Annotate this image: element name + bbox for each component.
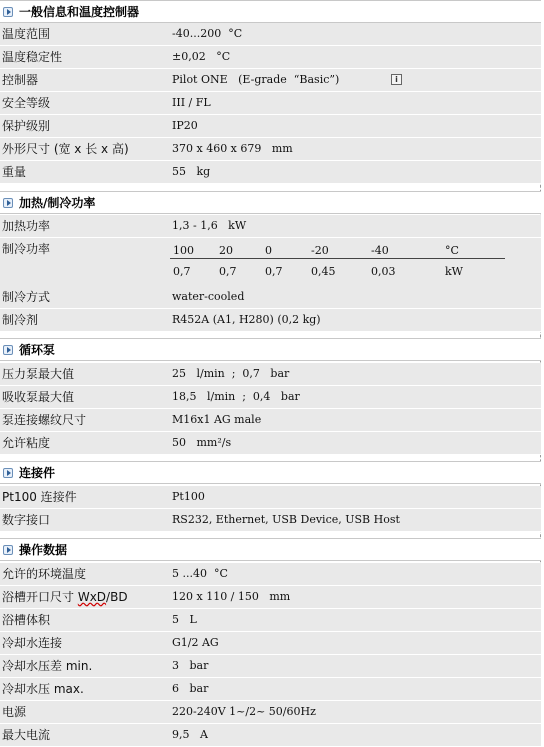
spec-value: Pt100 <box>172 490 205 503</box>
spec-value: 9,5 A <box>172 728 208 741</box>
spec-value: water-cooled <box>172 290 245 303</box>
spec-value: 18,5 l/min ; 0,4 bar <box>172 390 300 403</box>
spec-value: R452A (A1, H280) (0,2 kg) <box>172 313 321 326</box>
spec-value: 25 l/min ; 0,7 bar <box>172 367 290 380</box>
spec-label: 冷却水压差 min. <box>2 659 93 673</box>
section-title: 连接件 <box>19 466 56 480</box>
spec-label: 制冷剂 <box>2 313 39 327</box>
spec-row <box>0 46 541 69</box>
spec-value: 5 L <box>172 613 197 626</box>
spec-row <box>0 215 541 238</box>
spec-label: 制冷功率 <box>2 242 51 256</box>
cooling-power-cell: 0,03 <box>371 265 396 278</box>
spec-row <box>0 363 541 386</box>
spec-row <box>0 632 541 655</box>
spec-label: 电源 <box>2 705 27 719</box>
spec-value: 120 x 110 / 150 mm <box>172 590 291 603</box>
spec-label: 吸收泵最大值 <box>2 390 75 404</box>
spec-value: 5 ...40 °C <box>172 567 228 580</box>
cooling-power-cell: 0,7 <box>173 265 191 278</box>
spec-label: 允许的环境温度 <box>2 567 87 581</box>
spec-row <box>0 609 541 632</box>
spec-value: IP20 <box>172 119 198 132</box>
spec-value: III / FL <box>172 96 211 109</box>
spec-label: 数字接口 <box>2 513 51 527</box>
spec-row <box>0 138 541 161</box>
section-header-connections[interactable] <box>0 461 541 484</box>
spec-label: 保护级别 <box>2 119 51 133</box>
cooling-temp-cell: 100 <box>173 244 194 257</box>
spec-row <box>0 23 541 46</box>
section-header-operating-data[interactable] <box>0 538 541 561</box>
spec-row <box>0 161 541 184</box>
spec-label: 温度稳定性 <box>2 50 63 64</box>
spec-row <box>0 724 541 747</box>
spec-label: 冷却水连接 <box>2 636 63 650</box>
spec-value: ±0,02 °C <box>172 50 231 63</box>
cooling-power-cell: 0,7 <box>219 265 237 278</box>
spec-row <box>0 386 541 409</box>
spec-label: 加热功率 <box>2 219 51 233</box>
spec-label: 最大电流 <box>2 728 51 742</box>
spec-value: 1,3 - 1,6 kW <box>172 219 247 232</box>
expand-arrow-icon[interactable] <box>3 468 13 478</box>
spec-value: 50 mm²/s <box>172 436 232 449</box>
cooling-temp-cell: 0 <box>265 244 272 257</box>
spec-value: 6 bar <box>172 682 209 695</box>
info-icon[interactable]: i <box>391 74 402 85</box>
spec-label: 控制器 <box>2 73 39 87</box>
spec-row <box>0 486 541 509</box>
spec-row <box>0 655 541 678</box>
cooling-temp-cell: -40 <box>371 244 389 257</box>
spec-label: 外形尺寸 (宽 x 长 x 高) <box>2 142 129 156</box>
spec-row <box>0 309 541 332</box>
spec-row <box>0 115 541 138</box>
spec-value: M16x1 AG male <box>172 413 262 426</box>
spec-label: 泵连接螺纹尺寸 <box>2 413 87 427</box>
expand-arrow-icon[interactable] <box>3 7 13 17</box>
spec-row <box>0 586 541 609</box>
spec-row <box>0 563 541 586</box>
spec-label: 浴槽体积 <box>2 613 51 627</box>
spec-label: 重量 <box>2 165 27 179</box>
spec-row <box>0 409 541 432</box>
spec-row <box>0 432 541 455</box>
spec-label: 温度范围 <box>2 27 51 41</box>
spec-value: -40...200 °C <box>172 27 243 40</box>
cooling-temp-cell: 20 <box>219 244 233 257</box>
section-title: 操作数据 <box>19 543 68 557</box>
spec-value: RS232, Ethernet, USB Device, USB Host <box>172 513 400 526</box>
spec-label-tail: /BD <box>106 590 128 604</box>
spec-value: 370 x 460 x 679 mm <box>172 142 293 155</box>
cooling-unit-cell: kW <box>445 265 463 278</box>
spec-value: G1/2 AG <box>172 636 219 649</box>
spec-label: 制冷方式 <box>2 290 51 304</box>
expand-arrow-icon[interactable] <box>3 345 13 355</box>
spec-label: 冷却水压 max. <box>2 682 84 696</box>
expand-arrow-icon[interactable] <box>3 198 13 208</box>
cooling-power-cell: 0,45 <box>311 265 336 278</box>
section-header-general[interactable] <box>0 0 541 23</box>
spec-row <box>0 509 541 532</box>
spelling-flag[interactable]: WxD <box>77 590 107 604</box>
spec-row <box>0 92 541 115</box>
section-title: 加热/制冷功率 <box>19 196 96 210</box>
section-header-pump[interactable] <box>0 338 541 361</box>
cooling-power-cell: 0,7 <box>265 265 283 278</box>
spec-row <box>0 286 541 309</box>
spec-value: 3 bar <box>172 659 209 672</box>
spec-row <box>0 701 541 724</box>
spec-label-main: 浴槽开口尺寸 <box>2 590 78 604</box>
section-title: 循环泵 <box>19 343 56 357</box>
section-header-heating-cooling[interactable] <box>0 191 541 214</box>
spec-label: Pt100 连接件 <box>2 490 77 504</box>
spec-row <box>0 69 541 92</box>
spec-label: 安全等级 <box>2 96 51 110</box>
section-title: 一般信息和温度控制器 <box>19 5 140 19</box>
spec-value: 55 kg <box>172 165 211 178</box>
cooling-unit-cell: °C <box>445 244 459 257</box>
table-divider <box>170 258 505 259</box>
cooling-power-table <box>0 238 541 280</box>
spec-value: Pilot ONE (E-grade “Basic”) <box>172 73 340 86</box>
spec-label: 允许粘度 <box>2 436 51 450</box>
cooling-temp-cell: -20 <box>311 244 329 257</box>
spec-row <box>0 678 541 701</box>
expand-arrow-icon[interactable] <box>3 545 13 555</box>
spec-label: 压力泵最大值 <box>2 367 75 381</box>
spec-label <box>2 586 128 608</box>
spec-value: 220-240V 1~/2~ 50/60Hz <box>172 705 316 718</box>
